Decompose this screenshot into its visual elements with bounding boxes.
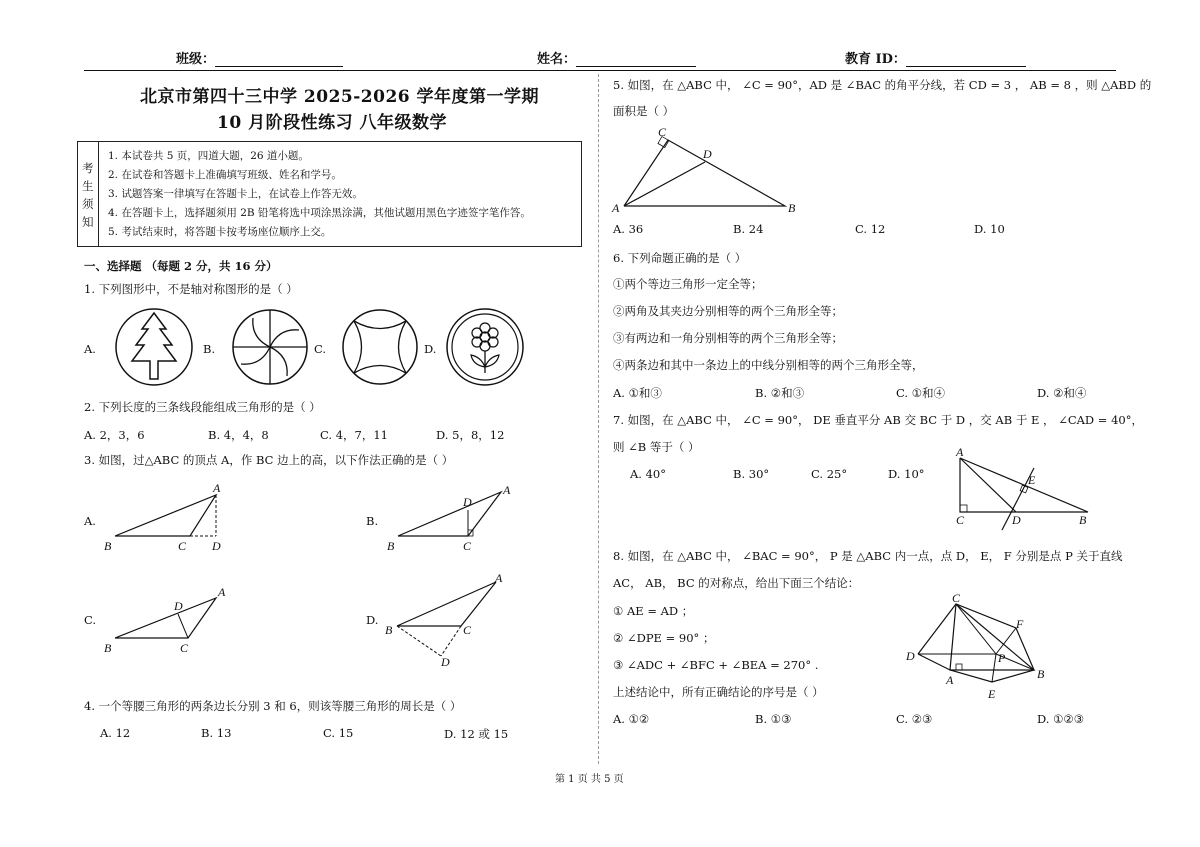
notice-item: 5. 考试结束时，将答题卡按考场座位顺序上交。 [108,226,332,238]
exam-title-line1: 北京市第四十三中学 2025-2026 学年度第一学期 [140,87,540,107]
svg-text:D: D [703,147,712,161]
notice-char: 知 [82,215,94,229]
svg-text:E: E [1028,473,1036,487]
svg-text:C: C [956,513,965,527]
class-label: 班级： [176,52,216,67]
q5-option-b: B. 24 [733,222,764,236]
q5-option-d: D. 10 [974,222,1005,236]
q1-label-c: C. [314,342,327,356]
q4-stem: 4. 一个等腰三角形的两条边长分别 3 和 6，则该等腰三角形的周长是（ ） [84,699,462,713]
q4-option-a: A. 12 [100,726,131,740]
notice-side-label [78,142,99,246]
q7-stem-line2: 则 ∠B 等于（ ） [613,440,700,454]
svg-text:P: P [998,651,1006,665]
q5-option-a: A. 36 [613,222,644,236]
q1-figure-d-flower [445,307,525,387]
svg-text:B: B [104,641,112,655]
class-field [176,53,343,67]
q5-figure [610,120,810,215]
q1-stem: 1. 下列图形中，不是轴对称图形的是（ ） [84,282,298,296]
q3-figure-a [100,480,240,555]
notice-item: 4. 在答题卡上，选择题须用 2B 铅笔将选中项涂黑涂满，其他试题用黑色字迹签字笔作答。 [108,207,531,219]
q1-figure-c-arcs [341,308,419,386]
header-rule [84,70,1116,71]
q3-stem: 3. 如图，过△ABC 的顶点 A，作 BC 边上的高，以下作法正确的是（ ） [84,453,454,467]
q4-option-c: C. 15 [323,726,354,740]
q4-option-d: D. 12 或 15 [444,727,509,741]
q8-conclusion: ② ∠DPE = 90° ； [613,631,715,645]
q1-label-d: D. [424,342,437,356]
q3-figure-b [383,480,523,555]
notice-box [77,141,582,247]
svg-text:E: E [988,687,996,701]
svg-text:C: C [952,591,961,605]
q2-option-c: C. 4，7，11 [320,428,388,442]
notice-item: 1. 本试卷共 5 页，四道大题，26 道小题。 [108,150,309,162]
svg-text:C: C [463,539,472,553]
id-blank [906,54,1026,67]
q3-label-c: C. [84,613,97,627]
q2-option-d: D. 5，8，12 [436,428,505,442]
svg-text:B: B [385,623,393,637]
q8-option-c: C. ②③ [896,712,933,726]
q7-option-c: C. 25° [811,467,848,481]
q1-figure-b-pinwheel [231,308,309,386]
notice-char: 考 [82,161,94,175]
svg-text:D: D [174,599,183,613]
q7-figure [948,445,1098,533]
q8-conclusion: ③ ∠ADC + ∠BFC + ∠BEA = 270° . [613,658,819,672]
q7-option-b: B. 30° [733,467,770,481]
svg-text:B: B [104,539,112,553]
svg-text:A: A [503,483,511,497]
svg-text:D: D [212,539,221,553]
id-label: 教育 ID： [845,52,906,67]
svg-text:C: C [180,641,189,655]
svg-text:A: A [218,585,226,599]
q1-label-a: A. [84,342,96,356]
svg-text:A: A [956,445,964,459]
q8-conclusion: ① AE = AD ； [613,604,694,618]
svg-text:A: A [612,201,620,215]
svg-text:D: D [1012,513,1021,527]
name-field [537,53,696,67]
q1-figure-a-tree [114,307,194,387]
q7-option-a: A. 40° [630,467,666,481]
q6-option-d: D. ②和④ [1037,386,1087,400]
q7-stem-line1: 7. 如图，在 △ABC 中， ∠C = 90°， DE 垂直平分 AB 交 BC 于 D ，交 AB 于 E ， ∠CAD = 40°， [613,413,1143,427]
q6-option-a: A. ①和③ [613,386,662,400]
q8-option-b: B. ①③ [755,712,792,726]
q6-statement: ①两个等边三角形一定全等； [613,277,763,291]
q6-option-c: C. ①和④ [896,386,946,400]
q2-option-b: B. 4，4，8 [208,428,269,442]
notice-char: 生 [82,179,94,193]
svg-text:D: D [441,655,450,669]
q8-option-a: A. ①② [613,712,650,726]
svg-text:C: C [178,539,187,553]
q3-figure-c [100,580,240,660]
notice-char: 须 [82,197,94,211]
svg-text:C: C [658,125,667,139]
q6-stem: 6. 下列命题正确的是（ ） [613,251,747,265]
name-blank [576,54,696,67]
svg-text:B: B [1079,513,1087,527]
svg-text:B: B [1037,667,1045,681]
q5-stem-line2: 面积是（ ） [613,104,675,118]
q6-statement: ③有两边和一角分别相等的两个三角形全等； [613,331,843,345]
svg-text:B: B [788,201,796,215]
q1-label-b: B. [203,342,216,356]
q3-label-a: A. [84,514,96,528]
section1-heading: 一、选择题 （每题 2 分，共 16 分） [84,259,278,273]
column-divider [598,74,599,764]
svg-text:D: D [906,649,915,663]
q8-option-d: D. ①②③ [1037,712,1085,726]
svg-text:B: B [387,539,395,553]
q8-stem-line2: AC， AB， BC 的对称点，给出下面三个结论： [613,576,860,590]
q6-option-b: B. ②和③ [755,386,805,400]
q3-figure-d [383,570,523,670]
q8-figure [900,590,1060,705]
page-footer: 第 1 页 共 5 页 [555,774,624,785]
q3-label-b: B. [366,514,379,528]
q6-statement: ④两条边和其中一条边上的中线分别相等的两个三角形全等， [613,358,924,372]
q5-option-c: C. 12 [855,222,886,236]
svg-text:A: A [213,481,221,495]
q5-stem-line1: 5. 如图，在 △ABC 中， ∠C = 90°，AD 是 ∠BAC 的角平分线，若 CD = 3 ， AB = 8 ，则 △ABD 的 [613,78,1152,92]
exam-title-line2: 10 月阶段性练习 八年级数学 [217,113,447,133]
q4-option-b: B. 13 [201,726,232,740]
notice-item: 2. 在试卷和答题卡上准确填写班级、姓名和学号。 [108,169,342,181]
q2-stem: 2. 下列长度的三条线段能组成三角形的是（ ） [84,400,321,414]
q3-label-d: D. [366,613,379,627]
q6-statement: ②两角及其夹边分别相等的两个三角形全等； [613,304,843,318]
svg-text:A: A [495,571,503,585]
notice-item: 3. 试题答案一律填写在答题卡上，在试卷上作答无效。 [108,188,363,200]
id-field [845,53,1026,67]
svg-text:C: C [463,623,472,637]
class-blank [215,54,343,67]
svg-text:F: F [1016,617,1024,631]
q7-option-d: D. 10° [888,467,925,481]
svg-text:A: A [946,673,954,687]
q8-stem-line1: 8. 如图，在 △ABC 中， ∠BAC = 90°， P 是 △ABC 内一点，点 D， E， F 分别是点 P 关于直线 [613,549,1123,563]
q2-option-a: A. 2，3，6 [84,428,145,442]
svg-text:D: D [463,495,472,509]
q8-question: 上述结论中，所有正确结论的序号是（ ） [613,685,824,699]
name-label: 姓名： [537,52,577,67]
